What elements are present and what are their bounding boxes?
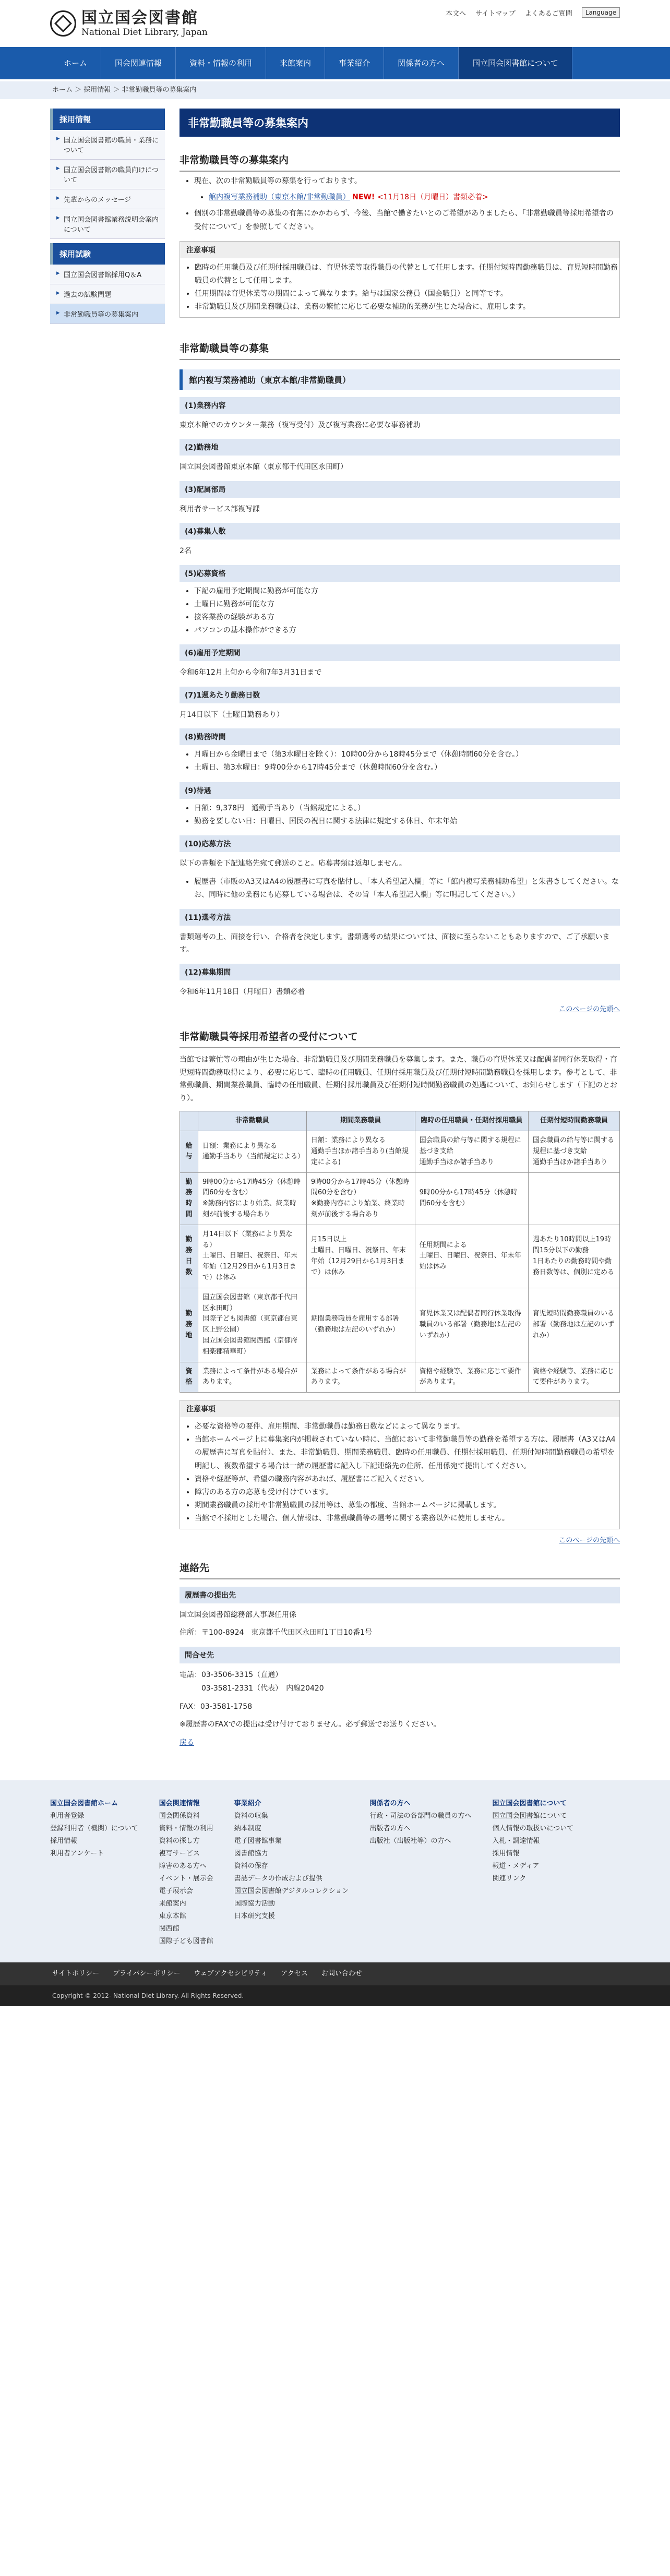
sec-heading: (10)応募方法 (180, 835, 620, 852)
table-cell: 日額：業務により異なる 通勤手当あり（当館規定による） (198, 1131, 307, 1172)
util-link-faq[interactable]: よくあるご質問 (524, 9, 572, 18)
sidebar-item[interactable]: ▸ 先輩からのメッセージ (50, 189, 165, 209)
apply-item: • 履歴書（市販のA3又はA4の履歴書に写真を貼付し、「本人希望記入欄」等に「館内複写業務補助希望」と朱書きしてください。なお、同時に他の業務にも応募している場合は、その旨「本人希望記入欄」等に明記してください。） (194, 876, 620, 902)
footer-link[interactable]: 資料・情報の利用 (159, 1825, 213, 1833)
receive-heading: 非常勤職員等採用希望者の受付について (180, 1025, 620, 1048)
intro-text: • 現在、次の非常勤職員等の募集を行っております。 (194, 175, 620, 188)
bottom-link[interactable]: サイトポリシー (52, 1970, 100, 1978)
footer-link[interactable]: 出版者の方へ (369, 1825, 411, 1833)
footer-link[interactable]: 採用情報 (50, 1837, 78, 1846)
contact-heading: 連絡先 (180, 1556, 620, 1579)
pay-item: • 日額：9,378円 通勤手当あり（当館規定による。） (194, 802, 620, 815)
table-cell: 育児短時間勤務職員のいる部署（勤務地は左記のいずれか） (528, 1288, 619, 1362)
table-cell: 期間業務職員を雇用する部署（勤務地は左記のいずれか） (306, 1288, 415, 1362)
footer-col (159, 1795, 213, 1948)
conditions-table (180, 1111, 620, 1393)
deadline-text: <11月18日（月曜日）書類必着> (377, 193, 488, 202)
footer-link[interactable]: 事業紹介 (234, 1800, 261, 1808)
sec-heading: (12)募集期間 (180, 964, 620, 980)
sec-text: 令和6年11月18日（月曜日）書類必着 (180, 987, 305, 996)
note-item: • 臨時の任用職員及び任期付採用職員は、育児休業等取得職員の代替として任用します。任期付短時間勤務職員は、育児短時間勤務職員の代替として任用します。 (195, 261, 619, 287)
footer-link[interactable]: 関西館 (159, 1925, 180, 1933)
contact-sub: 問合せ先 (180, 1647, 620, 1663)
contact-address: 住所：〒100-8924 東京都千代田区永田町1丁目10番1号 (180, 1628, 373, 1637)
footer-link[interactable]: 利用者登録 (50, 1812, 85, 1820)
job-title: 館内複写業務補助（東京本館/非常勤職員） (180, 369, 620, 390)
footer-link[interactable]: 行政・司法の各部門の職員の方へ (369, 1812, 472, 1820)
footer-link[interactable]: 国立国会図書館について (492, 1800, 567, 1808)
contact-fax: FAX：03-3581-1758 (180, 1702, 253, 1711)
contact-note: ※履歴書のFAXでの提出は受け付けておりません。必ず郵送でお送りください。 (180, 1720, 441, 1729)
req-item: • 接客業務の経験がある方 (194, 611, 620, 624)
row-header: 勤務地 (180, 1288, 198, 1362)
table-cell: 週あたり10時間以上19時間15分以下の勤務 1日あたりの勤務時間や勤務日数等は、個別に定める (528, 1225, 619, 1288)
footer-link[interactable]: 障害のある方へ (159, 1862, 207, 1871)
new-badge: NEW! (352, 193, 375, 202)
notes-heading: 注意事項 (180, 242, 619, 258)
sec-text: 以下の書類を下記連絡先宛て郵送のこと。応募書類は返却しません。 (180, 859, 406, 868)
recruit-heading: 非常勤職員等の募集 (180, 337, 620, 360)
sec-text: 月14日以下（土曜日勤務あり） (180, 710, 284, 719)
footer-col (492, 1795, 573, 1948)
table-cell: 9時00分から17時45分（休憩時間60分を含む） ※勤務内容により始業、終業時刻が前後する場合あり (306, 1172, 415, 1225)
sec-text: 令和6年12月上旬から令和7年3月31日まで (180, 668, 322, 677)
pay-item: • 勤務を要しない日：日曜日、国民の祝日に関する法律に規定する休日、年末年始 (194, 815, 620, 828)
table-cell: 任用期間による 土曜日、日曜日、祝祭日、年末年始は休み (415, 1225, 528, 1288)
sec-heading: (4)募集人数 (180, 523, 620, 540)
table-cell (528, 1172, 619, 1225)
footer-link[interactable]: 国立国会図書館について (492, 1812, 567, 1820)
page-top-link[interactable]: このページの先頭へ (559, 1005, 620, 1014)
table-cell: 国立国会図書館（東京都千代田区永田町） 国際子ども図書館（東京都台東区上野公園） 国立国会図書館関西館（京都府相楽郡精華町） (198, 1288, 307, 1362)
footer-link[interactable]: 資料の収集 (234, 1812, 268, 1820)
sec-heading: (2)勤務地 (180, 439, 620, 456)
req-item: • パソコンの基本操作ができる方 (194, 624, 620, 637)
bottom-link[interactable]: プライバシーポリシー (113, 1970, 181, 1978)
row-header: 資格 (180, 1362, 198, 1393)
table-row (180, 1288, 620, 1362)
utility-links (446, 7, 620, 18)
sidebar-item[interactable]: ▸ 国立国会図書館の職員・業務について (50, 130, 165, 160)
footer-link[interactable]: 国立国会図書館ホーム (50, 1800, 118, 1808)
sec-heading: (11)選考方法 (180, 909, 620, 926)
util-link-skip[interactable]: 本文へ (446, 9, 466, 18)
footer-col (234, 1795, 349, 1948)
sidebar-item[interactable]: ▸ 国立国会図書館業務説明会案内について (50, 209, 165, 239)
bottom-links (0, 1962, 670, 1985)
footer-link[interactable]: 関係者の方へ (369, 1800, 411, 1808)
footer-link[interactable]: 図書館協力 (234, 1850, 268, 1858)
sec-text: 利用者サービス部複写課 (180, 505, 260, 513)
sidebar-item[interactable]: ▸ 過去の試験問題 (50, 284, 165, 304)
nav-stakeholders[interactable]: 関係者の方へ (384, 47, 459, 79)
footer-link[interactable]: 電子展示会 (159, 1887, 193, 1896)
bottom-link[interactable]: ウェブアクセシビリティ (194, 1970, 268, 1978)
footer-link[interactable]: 複写サービス (159, 1850, 200, 1858)
contact-sub: 履歴書の提出先 (180, 1587, 620, 1603)
util-link-sitemap[interactable]: サイトマップ (475, 9, 516, 18)
footer-link[interactable]: 国会関係資料 (159, 1812, 200, 1820)
table-cell: 資格や経験等、業務に応じて要件があります。 (415, 1362, 528, 1393)
table-row (180, 1225, 620, 1288)
sec-text: 国立国会図書館東京本館（東京都千代田区永田町） (180, 463, 348, 471)
site-header (0, 0, 670, 47)
table-header: 期間業務職員 (306, 1111, 415, 1131)
footer-link[interactable]: 出版社（出版社等）の方へ (369, 1837, 451, 1846)
section-heading: 非常勤職員等の募集案内 (180, 148, 620, 172)
ndl-emblem-icon (50, 10, 76, 37)
footer-link[interactable]: 東京本館 (159, 1912, 186, 1921)
sidebar-item-current[interactable]: ▸ 非常勤職員等の募集案内 (50, 304, 165, 324)
nav-visit[interactable]: 来館案内 (266, 47, 325, 79)
table-row (180, 1131, 620, 1172)
footer-link[interactable]: 入札・調達情報 (492, 1837, 540, 1846)
note-item: • 任用期間は育児休業等の期間によって異なります。給与は国家公務員（国会職員）と同等です。 (195, 287, 619, 301)
row-header: 勤務時間 (180, 1172, 198, 1225)
hours-item: • 土曜日、第3水曜日：9時00分から17時45分まで（休憩時間60分を含む。） (194, 761, 620, 774)
main-content (180, 109, 620, 1754)
sec-heading: (5)応募資格 (180, 565, 620, 582)
footer-col (50, 1795, 138, 1948)
table-cell: 業務によって条件がある場合があります。 (306, 1362, 415, 1393)
site-footer (0, 1780, 670, 1962)
bottom-link[interactable]: お問い合わせ (321, 1970, 362, 1978)
table-cell: 日額：業務により異なる 通勤手当ほか諸手当あり(当館規定による) (306, 1131, 415, 1172)
table-cell: 9時00分から17時45分（休憩時間60分を含む） ※勤務内容により始業、終業時刻が前後する場合あり (198, 1172, 307, 1225)
contact-text: 国立国会図書館総務部人事課任用係 (180, 1610, 296, 1619)
table-row (180, 1362, 620, 1393)
job-link[interactable]: 館内複写業務補助（東京本館/非常勤職員） (209, 193, 350, 202)
footer-link[interactable]: 納本制度 (234, 1825, 261, 1833)
sec-text: 2名 (180, 547, 192, 555)
sec-heading: (1)業務内容 (180, 397, 620, 414)
bottom-link[interactable]: アクセス (281, 1970, 308, 1978)
sidebar-item[interactable]: ▸ 国立国会図書館採用Q＆A (50, 265, 165, 284)
intro-text-2: • 個別の非常勤職員等の募集の有無にかかわらず、今後、当館で働きたいとのご希望がありましたら、「非常勤職員等採用希望者の受付について」を参照してください。 (194, 207, 620, 233)
note-item: • 資格や経歴等が、希望の職務内容があれば、履歴書にご記入ください。 (195, 1473, 619, 1486)
sec-text: 書類選考の上、面接を行い、合格者を決定します。書類選考の結果については、面接に至らないこともありますので、ご了承願います。 (180, 932, 610, 954)
site-logo[interactable] (50, 9, 208, 38)
sidebar-item[interactable]: ▸ 国立国会図書館の職員向けについて (50, 160, 165, 189)
footer-col (369, 1795, 471, 1948)
footer-link[interactable]: 国立国会図書館デジタルコレクション (234, 1887, 349, 1896)
sec-heading: (3)配属部局 (180, 481, 620, 498)
table-header (180, 1111, 198, 1131)
note-item: • 当館で不採用とした場合、個人情報は、非常勤職員等の選考に関する業務以外に使用しません。 (195, 1512, 619, 1525)
sec-heading: (6)雇用予定期間 (180, 644, 620, 661)
hours-item: • 月曜日から金曜日まで（第3水曜日を除く）：10時00分から18時45分まで（休憩時間60分を含む。） (194, 748, 620, 761)
footer-link[interactable]: 国際子ども図書館 (159, 1937, 213, 1946)
sec-heading: (9)待遇 (180, 782, 620, 799)
sidebar (50, 109, 165, 1754)
notes-heading: 注意事項 (180, 1400, 619, 1417)
notes-box (180, 241, 620, 318)
note-item: • 当館ホームページ上に募集案内が掲載されていない時に、当館において非常勤職員等の勤務を希望する方は、履歴書（A3又はA4の履歴書に写真を貼付）、また、非常勤職員、期間業務職員、臨時の任用職員、任期付採用職員、任期付短時間勤務職員の希望を明記し、複数希望する場合は一緒の履歴書に記入し下記連絡先の住所、任用係宛て提出してください。 (195, 1433, 619, 1473)
footer-link[interactable]: 報道・メディア (492, 1862, 540, 1871)
language-select[interactable]: Language (582, 7, 620, 18)
receive-text: 当館では繁忙等の理由が生じた場合、非常勤職員及び期間業務職員を募集します。また、職員の育児休業又は配偶者同行休業取得・育児短時間勤務取得により、必要に応じて、臨時の任用職員、任期付採用職員及び任期付短時間勤務職員を採用します。参考として、非常勤職員、期間業務職員、臨時の任用職員、任期付採用職員及び任期付短時間勤務職員の処遇について、お知らせします（下記のとおり）。 (180, 1056, 618, 1103)
footer-link[interactable]: 登録利用者（機関）について (50, 1825, 138, 1833)
req-item: • 下記の雇用予定期間に勤務が可能な方 (194, 585, 620, 598)
table-cell: 月15日以上 土曜日、日曜日、祝祭日、年末年始（12月29日から1月3日まで）は休み (306, 1225, 415, 1288)
table-cell: 月14日以下（業務により異なる） 土曜日、日曜日、祝祭日、年末年始（12月29日から1月3日まで）は休み (198, 1225, 307, 1288)
table-header: 任期付短時間勤務職員 (528, 1111, 619, 1131)
sec-heading: (7)1週あたり勤務日数 (180, 687, 620, 703)
row-header: 給与 (180, 1131, 198, 1172)
breadcrumb: ホーム ＞ 採用情報 ＞ 非常勤職員等の募集案内 (0, 81, 670, 99)
footer-link[interactable]: 採用情報 (492, 1850, 520, 1858)
table-cell: 9時00分から17時45分（休憩時間60分を含む） (415, 1172, 528, 1225)
logo-en: National Diet Library, Japan (81, 27, 208, 38)
footer-link[interactable]: 個人情報の取扱いについて (492, 1825, 574, 1833)
row-header: 勤務日数 (180, 1225, 198, 1288)
nav-diet[interactable]: 国会関連情報 (101, 47, 176, 79)
table-cell: 育児休業又は配偶者同行休業取得職員のいる部署（勤務地は左記のいずれか） (415, 1288, 528, 1362)
footer-link[interactable]: 書誌データの作成および提供 (234, 1875, 322, 1883)
logo-jp: 国立国会図書館 (81, 9, 198, 27)
table-header: 臨時の任用職員・任期付採用職員 (415, 1111, 528, 1131)
nav-home[interactable]: ホーム (50, 47, 101, 79)
footer-link[interactable]: 利用者アンケート (50, 1850, 104, 1858)
back-link[interactable]: 戻る (180, 1738, 194, 1747)
table-cell: 国会職員の給与等に関する規程に基づき支給 通勤手当ほか諸手当あり (528, 1131, 619, 1172)
table-cell: 資格や経験等、業務に応じて要件があります。 (528, 1362, 619, 1393)
footer-link[interactable]: 国際協力活動 (234, 1900, 275, 1908)
contact-tel-2: 03-3581-2331（代表） 内線20420 (201, 1684, 324, 1693)
notes-box-2 (180, 1400, 620, 1529)
footer-link[interactable]: イベント・展示会 (159, 1875, 213, 1883)
sidebar-section-recruit[interactable]: 採用情報 (50, 109, 165, 130)
global-nav (0, 47, 670, 79)
footer-link[interactable]: 資料の探し方 (159, 1837, 200, 1846)
note-item: • 必要な資格等の要件、雇用期間、非常勤職員は勤務日数などによって異なります。 (195, 1420, 619, 1433)
sec-heading: (8)勤務時間 (180, 728, 620, 745)
sidebar-section-exam[interactable]: 採用試験 (50, 243, 165, 265)
note-item: • 非常勤職員及び期間業務職員は、業務の繁忙に応じて必要な補助的業務が生じた場合に、雇用します。 (195, 301, 619, 314)
page-top-link[interactable]: このページの先頭へ (559, 1536, 620, 1544)
footer-link[interactable]: 電子図書館事業 (234, 1837, 282, 1846)
footer-link[interactable]: 国会関連情報 (159, 1800, 200, 1808)
footer-link[interactable]: 関連リンク (492, 1875, 527, 1883)
nav-projects[interactable]: 事業紹介 (325, 47, 384, 79)
note-item: • 期間業務職員の採用や非常勤職員の採用等は、募集の都度、当館ホームページに掲載します。 (195, 1499, 619, 1512)
footer-link[interactable]: 資料の保存 (234, 1862, 268, 1871)
nav-use[interactable]: 資料・情報の利用 (176, 47, 266, 79)
sec-text: 東京本館でのカウンター業務（複写受付）及び複写業務に必要な事務補助 (180, 421, 421, 429)
table-header: 非常勤職員 (198, 1111, 307, 1131)
nav-about[interactable]: 国立国会図書館について (459, 47, 572, 79)
footer-link[interactable]: 来館案内 (159, 1900, 186, 1908)
table-row (180, 1172, 620, 1225)
req-item: • 土曜日に勤務が可能な方 (194, 598, 620, 611)
copyright: Copyright © 2012- National Diet Library. All Rights Reserved. (0, 1985, 670, 2006)
contact-tel: 電話：03-3506-3315（直通） (180, 1670, 283, 1679)
table-cell: 業務によって条件がある場合があります。 (198, 1362, 307, 1393)
table-cell: 国会職員の給与等に関する規程に基づき支給 通勤手当ほか諸手当あり (415, 1131, 528, 1172)
footer-link[interactable]: 日本研究支援 (234, 1912, 275, 1921)
page-title: 非常勤職員等の募集案内 (180, 109, 620, 137)
note-item: • 障害のある方の応募も受け付けています。 (195, 1486, 619, 1499)
